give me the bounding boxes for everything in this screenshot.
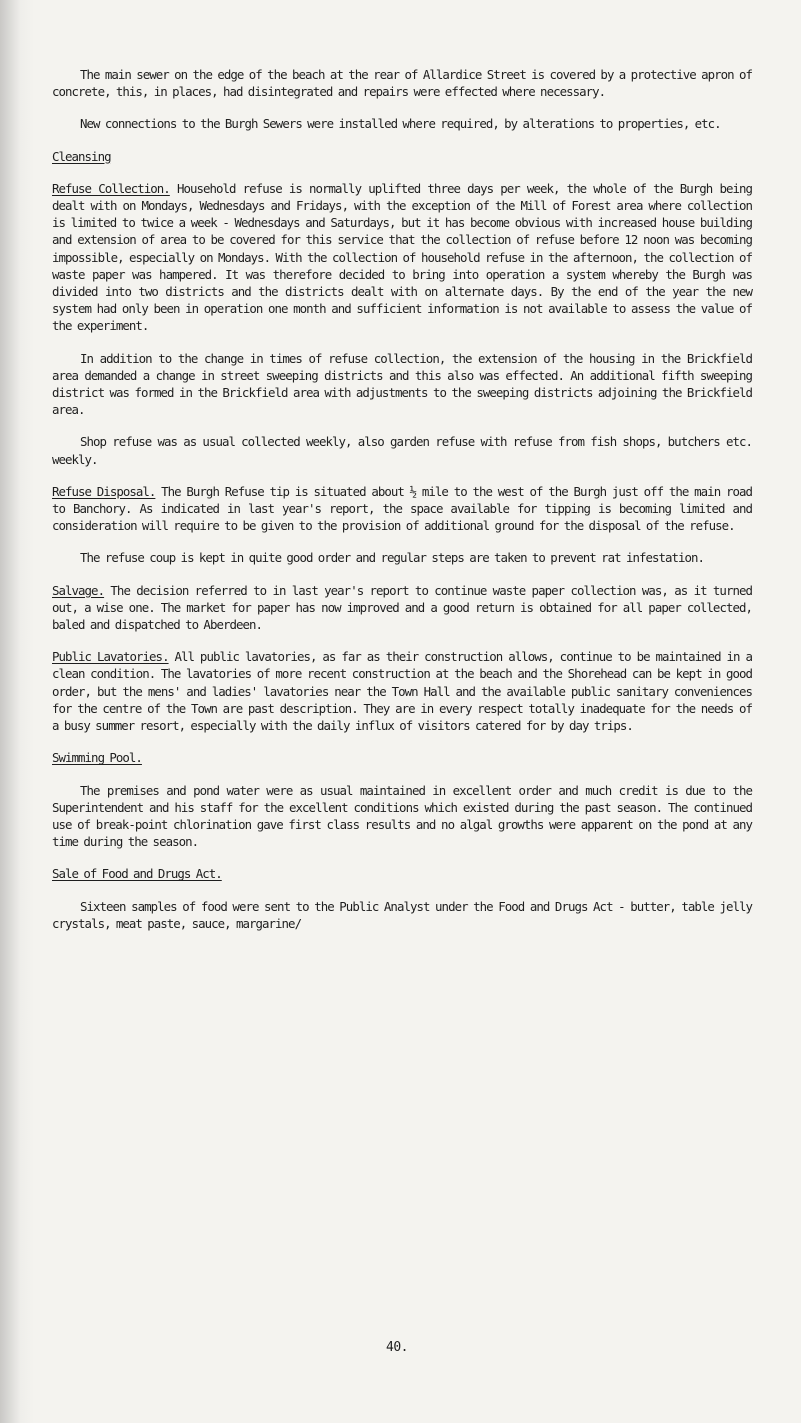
document-page [52,66,752,947]
text-refuse-disposal: The Burgh Refuse tip is situated about ½ mile to the west of the Burgh just off the main road to Banchory. As indicated in last year's report, the space available for tipping is becoming limited and consideration will require to be given to the provision of additional ground for the disposal of the refuse. [52,483,752,534]
runhead-salvage: Salvage. [52,582,105,598]
paragraph-refuse-coup: The refuse coup is kept in quite good order and regular steps are taken to prevent rat infestation. [80,550,705,566]
heading-swimming-pool: Swimming Pool. [52,750,142,766]
text-refuse-collection: Household refuse is normally uplifted three days per week, the whole of the Burgh being dealt with on Mondays, Wednesdays and Fridays, with the exception of the Mill of Forest area where collection is limited to twice a week - Wednesdays and Saturdays, but it has become obvious with increased house building and extension of area to be covered for this service that the collection of refuse before 12 noon was becoming impossible, especially on Mondays. With the collection of household refuse in the afternoon, the collection of waste paper was hampered. It was therefore decided to bring into operation a system whereby the Burgh was divided into two districts and the districts dealt with on alternate days. By the end of the year the new system had only been in operation one month and sufficient information is not available to assess the value of the experiment. [52,180,752,334]
scan-edge-shadow [0,0,34,1423]
paragraph-salvage [52,582,752,634]
paragraph-brickfield: In addition to the change in times of refuse collection, the extension of the housing in the Brickfield area demanded a change in street sweeping districts and this also was effected. An additional fifth sweeping district was formed in the Brickfield area with adjustments to the sweeping districts adjoining the Brickfield area. [52,350,752,418]
paragraph-refuse-disposal [52,483,752,535]
paragraph-public-lavatories [52,648,752,734]
paragraph-food-samples: Sixteen samples of food were sent to the Public Analyst under the Food and Drugs Act - butter, table jelly crystals, meat paste, sauce, margarine/ [52,898,752,931]
runhead-refuse-collection: Refuse Collection. [52,180,170,196]
paragraph-shop-refuse: Shop refuse was as usual collected weekly, also garden refuse with refuse from fish shops, butchers etc. weekly. [52,434,752,467]
page-number: 40. [386,1340,408,1355]
paragraph-refuse-collection [52,180,752,335]
text-salvage: The decision referred to in last year's report to continue waste paper collection was, as it turned out, a wise one. The market for paper has now improved and a good return is obtained for all paper collected, baled and dispatched to Aberdeen. [52,582,752,633]
paragraph-main-sewer: The main sewer on the edge of the beach at the rear of Allardice Street is covered by a protective apron of concrete, this, in places, had disintegrated and repairs were effected where necessary. [52,67,752,100]
heading-food-drugs-act: Sale of Food and Drugs Act. [52,866,222,882]
paragraph-swimming-pool: The premises and pond water were as usual maintained in excellent order and much credit is due to the Superintendent and his staff for the excellent conditions which existed during the past season. The continued use of break-point chlorination gave first class results and no algal growths were apparent on the pond at any time during the season. [52,782,752,850]
runhead-public-lavatories: Public Lavatories. [52,649,169,665]
runhead-refuse-disposal: Refuse Disposal. [52,483,156,499]
heading-cleansing: Cleansing [52,148,111,164]
text-public-lavatories: All public lavatories, as far as their construction allows, continue to be maintained in a clean condition. The lavatories of more recent construction at the beach and the Shorehead can be kept in good order, but the mens' and ladies' lavatories near the Town Hall and the available public sanitary conveniences for the centre of the Town are past description. They are in every respect totally inadequate for the needs of a busy summer resort, especially with the daily influx of visitors catered for by day trips. [52,649,752,734]
paragraph-new-connections: New connections to the Burgh Sewers were installed where required, by alterations to properties, etc. [80,116,721,132]
